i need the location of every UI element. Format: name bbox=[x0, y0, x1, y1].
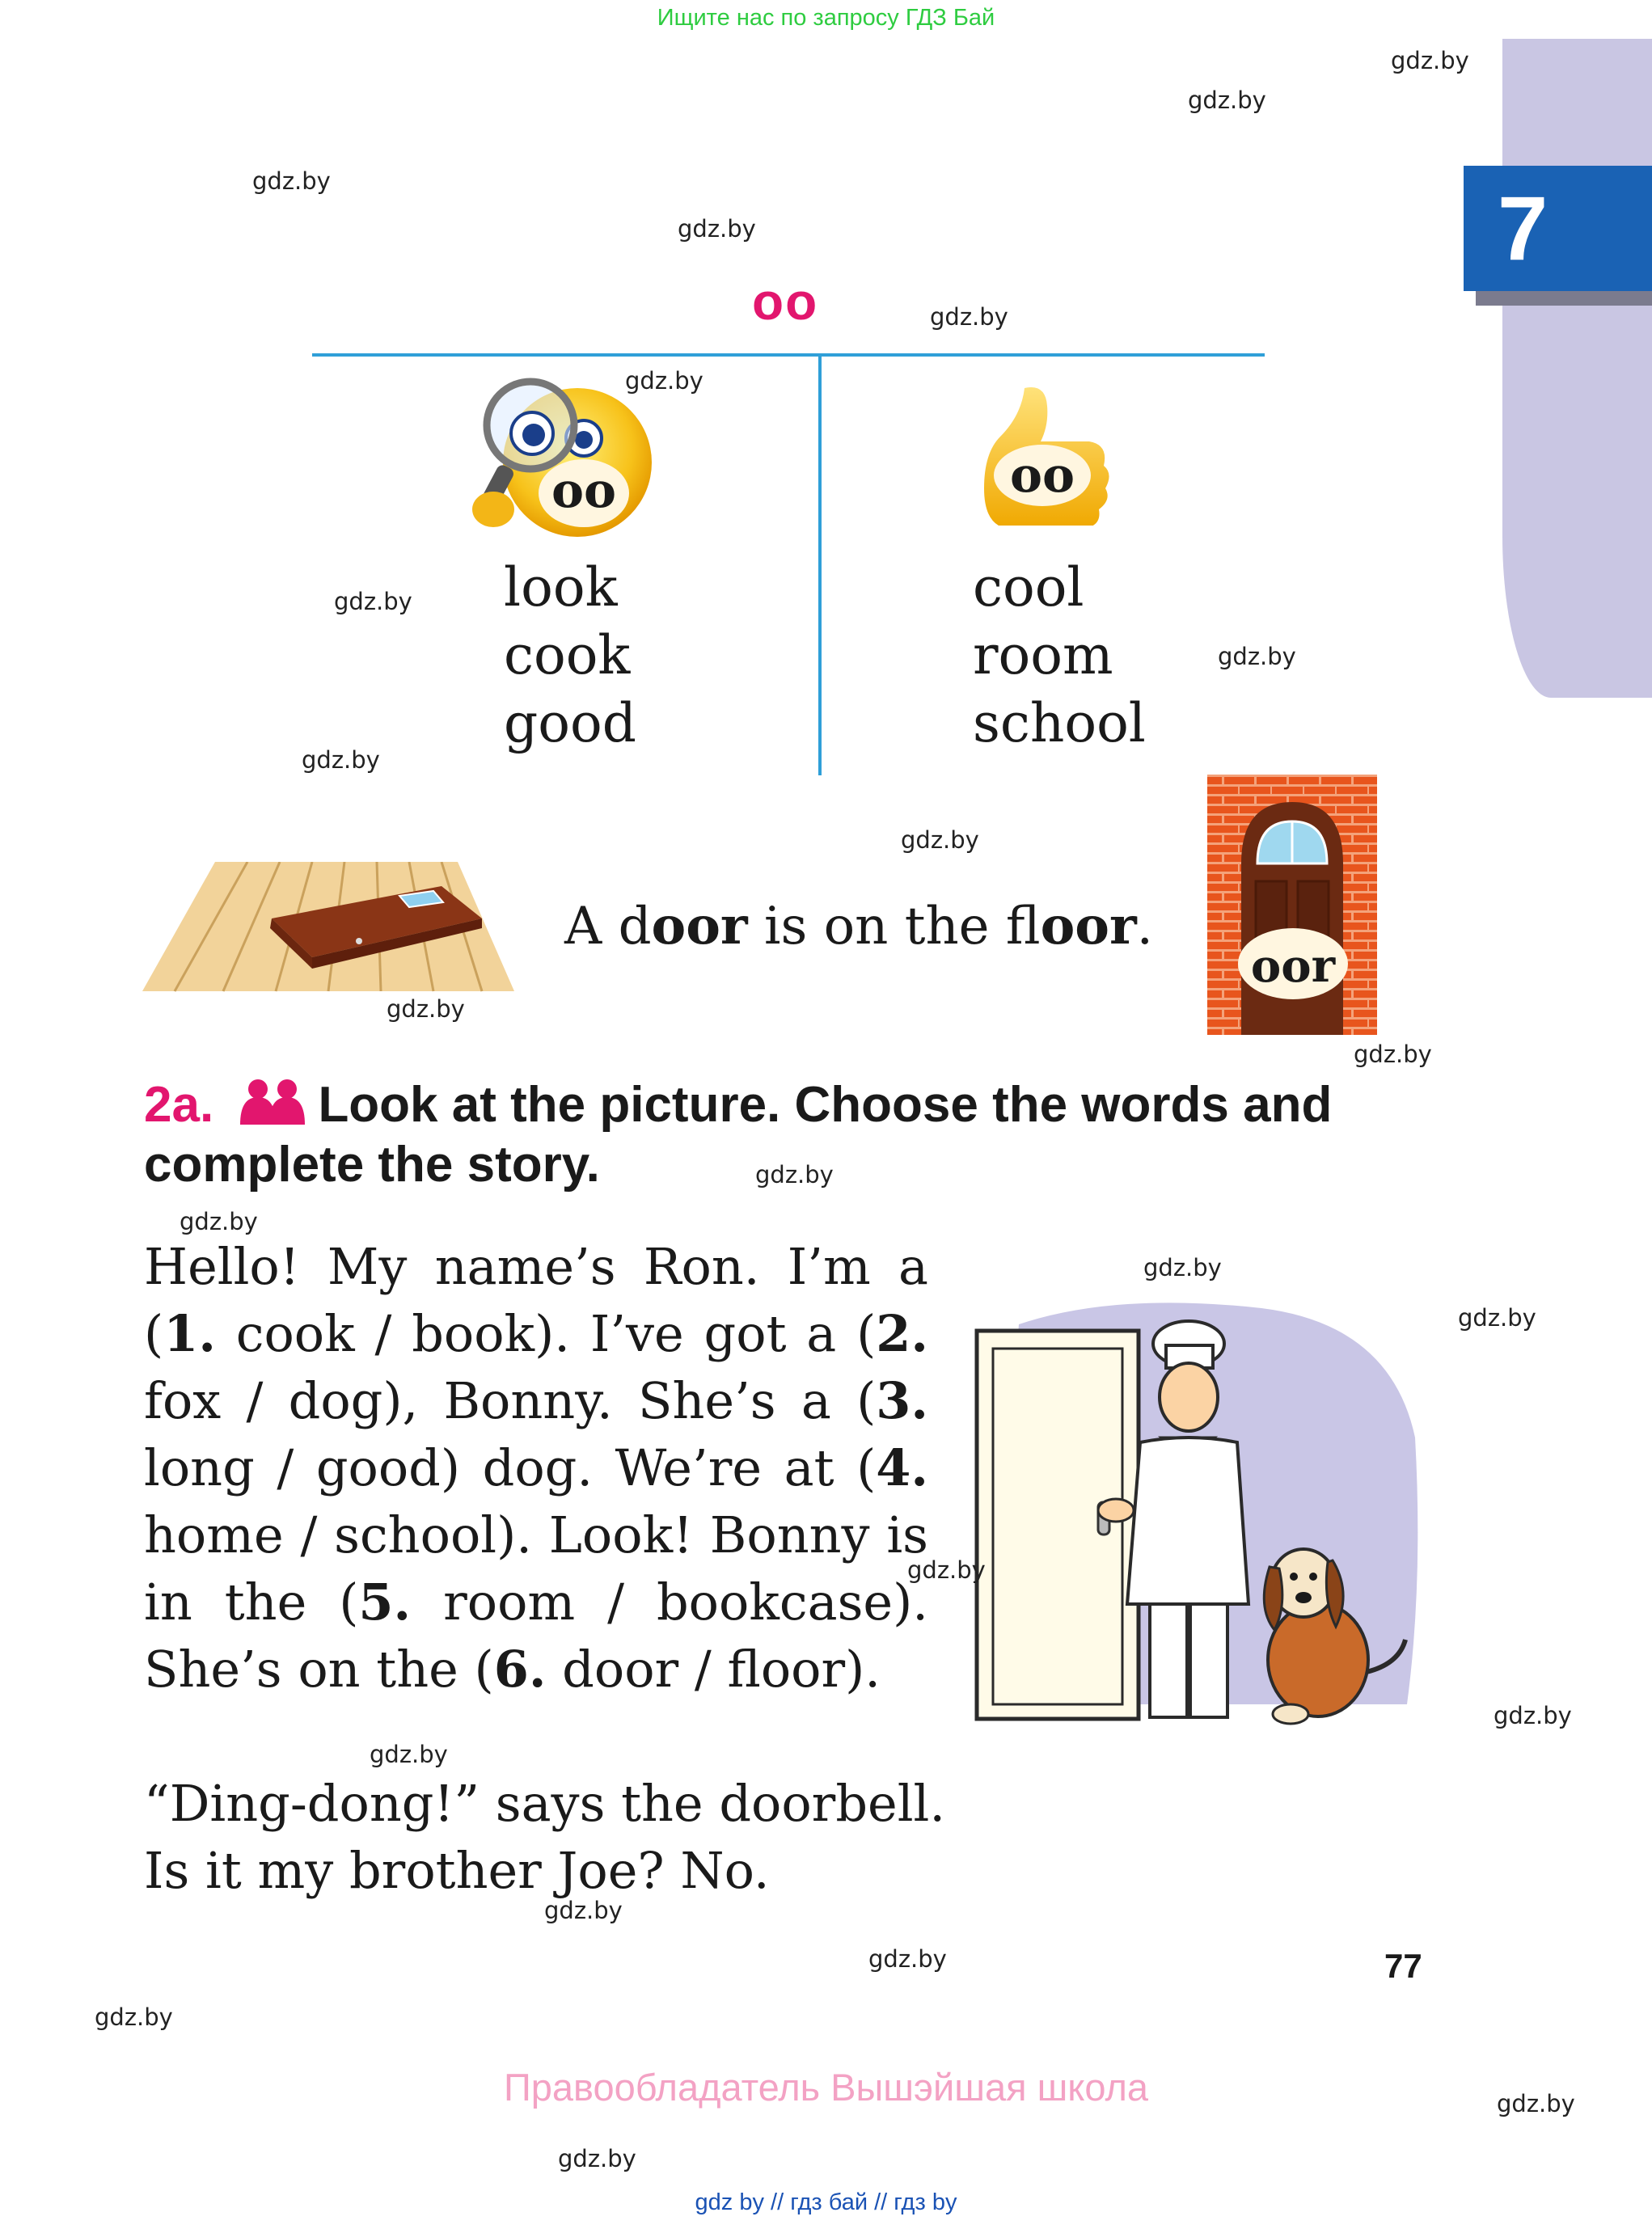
long-oo-badge: oo bbox=[1009, 447, 1075, 504]
story-text bbox=[144, 1233, 928, 1703]
blank-number: 6. bbox=[493, 1640, 547, 1699]
thumbs-up-icon bbox=[968, 380, 1113, 526]
pair-work-icon bbox=[239, 1078, 306, 1125]
story-fragment: room / bookcase). She’s on the ( bbox=[144, 1573, 928, 1699]
table-vertical-rule bbox=[818, 357, 822, 775]
oor-highlight: oor bbox=[1040, 896, 1137, 956]
long-oo-word: room bbox=[973, 624, 1113, 686]
watermark: gdz.by bbox=[1494, 1702, 1572, 1729]
copyright-owner: Правообладатель Вышэйшая школа bbox=[503, 2066, 1149, 2109]
story-line: “Ding-dong!” says the doorbell. bbox=[144, 1774, 946, 1833]
vowel-heading: oo bbox=[752, 272, 819, 331]
blank-number: 2. bbox=[876, 1304, 928, 1363]
watermark: gdz.by bbox=[1391, 47, 1469, 74]
watermark: gdz.by bbox=[678, 215, 756, 243]
unit-badge: 7 bbox=[1464, 166, 1652, 291]
watermark: gdz.by bbox=[907, 1556, 986, 1584]
short-oo-word: good bbox=[504, 692, 636, 754]
short-oo-word: cook bbox=[504, 624, 631, 686]
watermark: gdz.by bbox=[252, 167, 331, 195]
oor-badge: oor bbox=[1250, 939, 1336, 993]
story-fragment: home / school). Look! Bonny is in the ( bbox=[144, 1505, 928, 1632]
long-oo-word: cool bbox=[973, 556, 1084, 619]
page-number: 77 bbox=[1384, 1947, 1422, 1985]
story-line: Is it my brother Joe? No. bbox=[144, 1841, 770, 1900]
chef-and-dog-image bbox=[970, 1292, 1423, 1741]
exercise-instruction: Look at the picture. Choose the words and complete the story. bbox=[144, 1077, 1333, 1193]
long-oo-word-list bbox=[973, 554, 1146, 758]
exercise-number: 2a. bbox=[144, 1077, 214, 1133]
oor-sentence: A door is on the floor. bbox=[564, 896, 1153, 956]
watermark: gdz.by bbox=[1188, 87, 1266, 114]
blank-number: 3. bbox=[876, 1371, 928, 1430]
side-strip bbox=[1502, 39, 1652, 698]
story-fragment: fox / dog), Bonny. She’s a ( bbox=[144, 1371, 877, 1430]
story-ending bbox=[144, 1770, 1033, 1904]
story-fragment: long / good) dog. We’re at ( bbox=[144, 1438, 877, 1497]
watermark: gdz.by bbox=[95, 2003, 173, 2031]
footer-links[interactable]: gdz by // гдз бай // гдз by bbox=[695, 2189, 957, 2215]
watermark: gdz.by bbox=[558, 2145, 636, 2172]
short-oo-word: look bbox=[504, 556, 618, 619]
unit-badge-shadow bbox=[1476, 291, 1652, 306]
watermark: gdz.by bbox=[755, 1161, 834, 1188]
watermark: gdz.by bbox=[930, 303, 1008, 331]
table-horizontal-rule bbox=[312, 353, 1265, 357]
magnifier-smiley-icon bbox=[464, 374, 666, 543]
short-oo-badge: oo bbox=[551, 462, 617, 519]
watermark: gdz.by bbox=[868, 1945, 947, 1973]
watermark: gdz.by bbox=[370, 1741, 448, 1768]
blank-number: 5. bbox=[358, 1573, 412, 1632]
watermark: gdz.by bbox=[180, 1208, 258, 1235]
watermark: gdz.by bbox=[302, 746, 380, 774]
blank-number: 1. bbox=[163, 1304, 216, 1363]
long-oo-word: school bbox=[973, 692, 1146, 754]
watermark: gdz.by bbox=[544, 1897, 623, 1924]
watermark: gdz.by bbox=[387, 995, 465, 1023]
brick-door-image bbox=[1207, 775, 1377, 1035]
story-fragment: door / floor). bbox=[546, 1640, 881, 1699]
watermark: gdz.by bbox=[1143, 1254, 1222, 1281]
watermark: gdz.by bbox=[1458, 1304, 1536, 1332]
top-banner[interactable]: Ищите нас по запросу ГДЗ Бай bbox=[657, 5, 995, 31]
watermark: gdz.by bbox=[1218, 643, 1296, 670]
watermark: gdz.by bbox=[1497, 2090, 1575, 2117]
story-fragment: cook / book). I’ve got a ( bbox=[215, 1304, 877, 1363]
watermark: gdz.by bbox=[1354, 1041, 1432, 1068]
short-oo-word-list bbox=[504, 554, 636, 758]
blank-number: 4. bbox=[876, 1438, 928, 1497]
oor-highlight: oor bbox=[651, 896, 748, 956]
door-on-floor-image bbox=[142, 862, 514, 1004]
watermark: gdz.by bbox=[901, 826, 979, 854]
watermark: gdz.by bbox=[625, 367, 703, 395]
watermark: gdz.by bbox=[334, 588, 412, 615]
story-fragment: Hello! My name’s Ron. I’m a ( bbox=[144, 1237, 928, 1363]
